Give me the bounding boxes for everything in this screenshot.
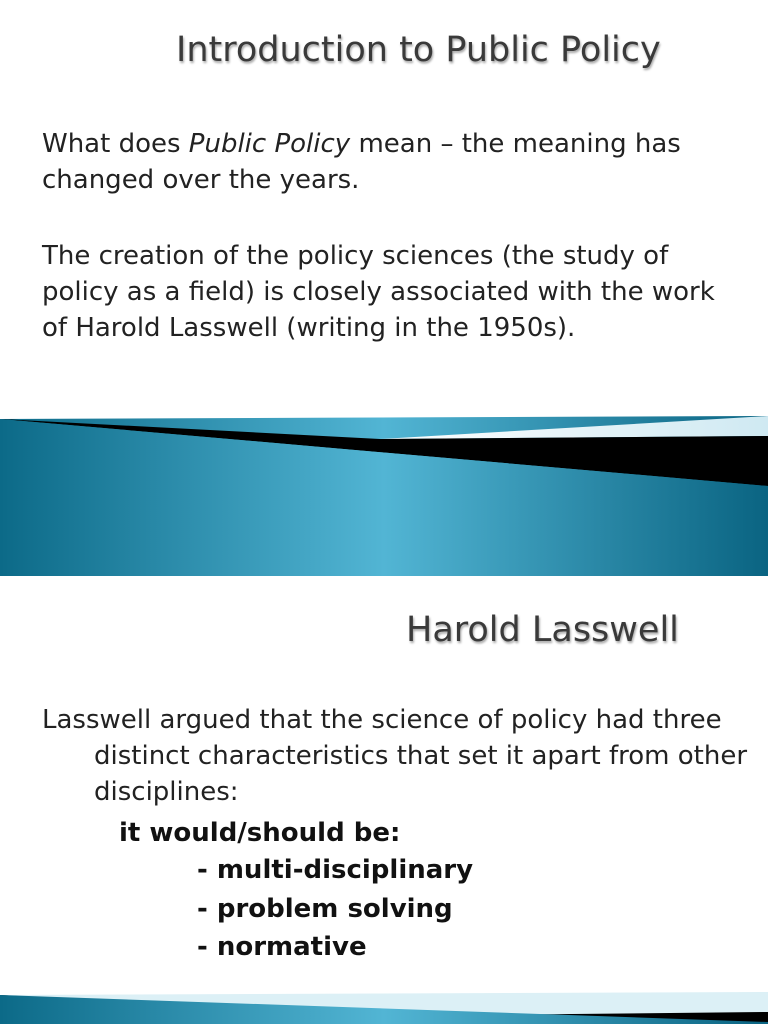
list-item: - normative — [197, 932, 367, 962]
paragraph-text: What does — [42, 129, 189, 159]
slide-2 — [0, 576, 768, 1024]
slide-paragraph: The creation of the policy sciences (the study of policy as a field) is closely associated with the work of Harold Lasswell (writing in the 1950s). — [42, 241, 715, 343]
list-subheading: it would/should be: — [119, 818, 401, 848]
slide-title: Harold Lasswell — [406, 610, 679, 650]
list-item: - multi-disciplinary — [197, 855, 474, 885]
slide-paragraph — [42, 126, 742, 198]
paragraph-text: mean – the meaning has changed over the years. — [42, 129, 681, 195]
list-item: - problem solving — [197, 894, 453, 924]
decorative-band — [0, 992, 768, 1024]
emphasized-term: Public Policy — [188, 129, 351, 159]
slide-paragraph: Lasswell argued that the science of policy had three distinct characteristics that set it apart from other disciplines: — [42, 705, 748, 807]
slide-title: Introduction to Public Policy — [176, 30, 661, 70]
